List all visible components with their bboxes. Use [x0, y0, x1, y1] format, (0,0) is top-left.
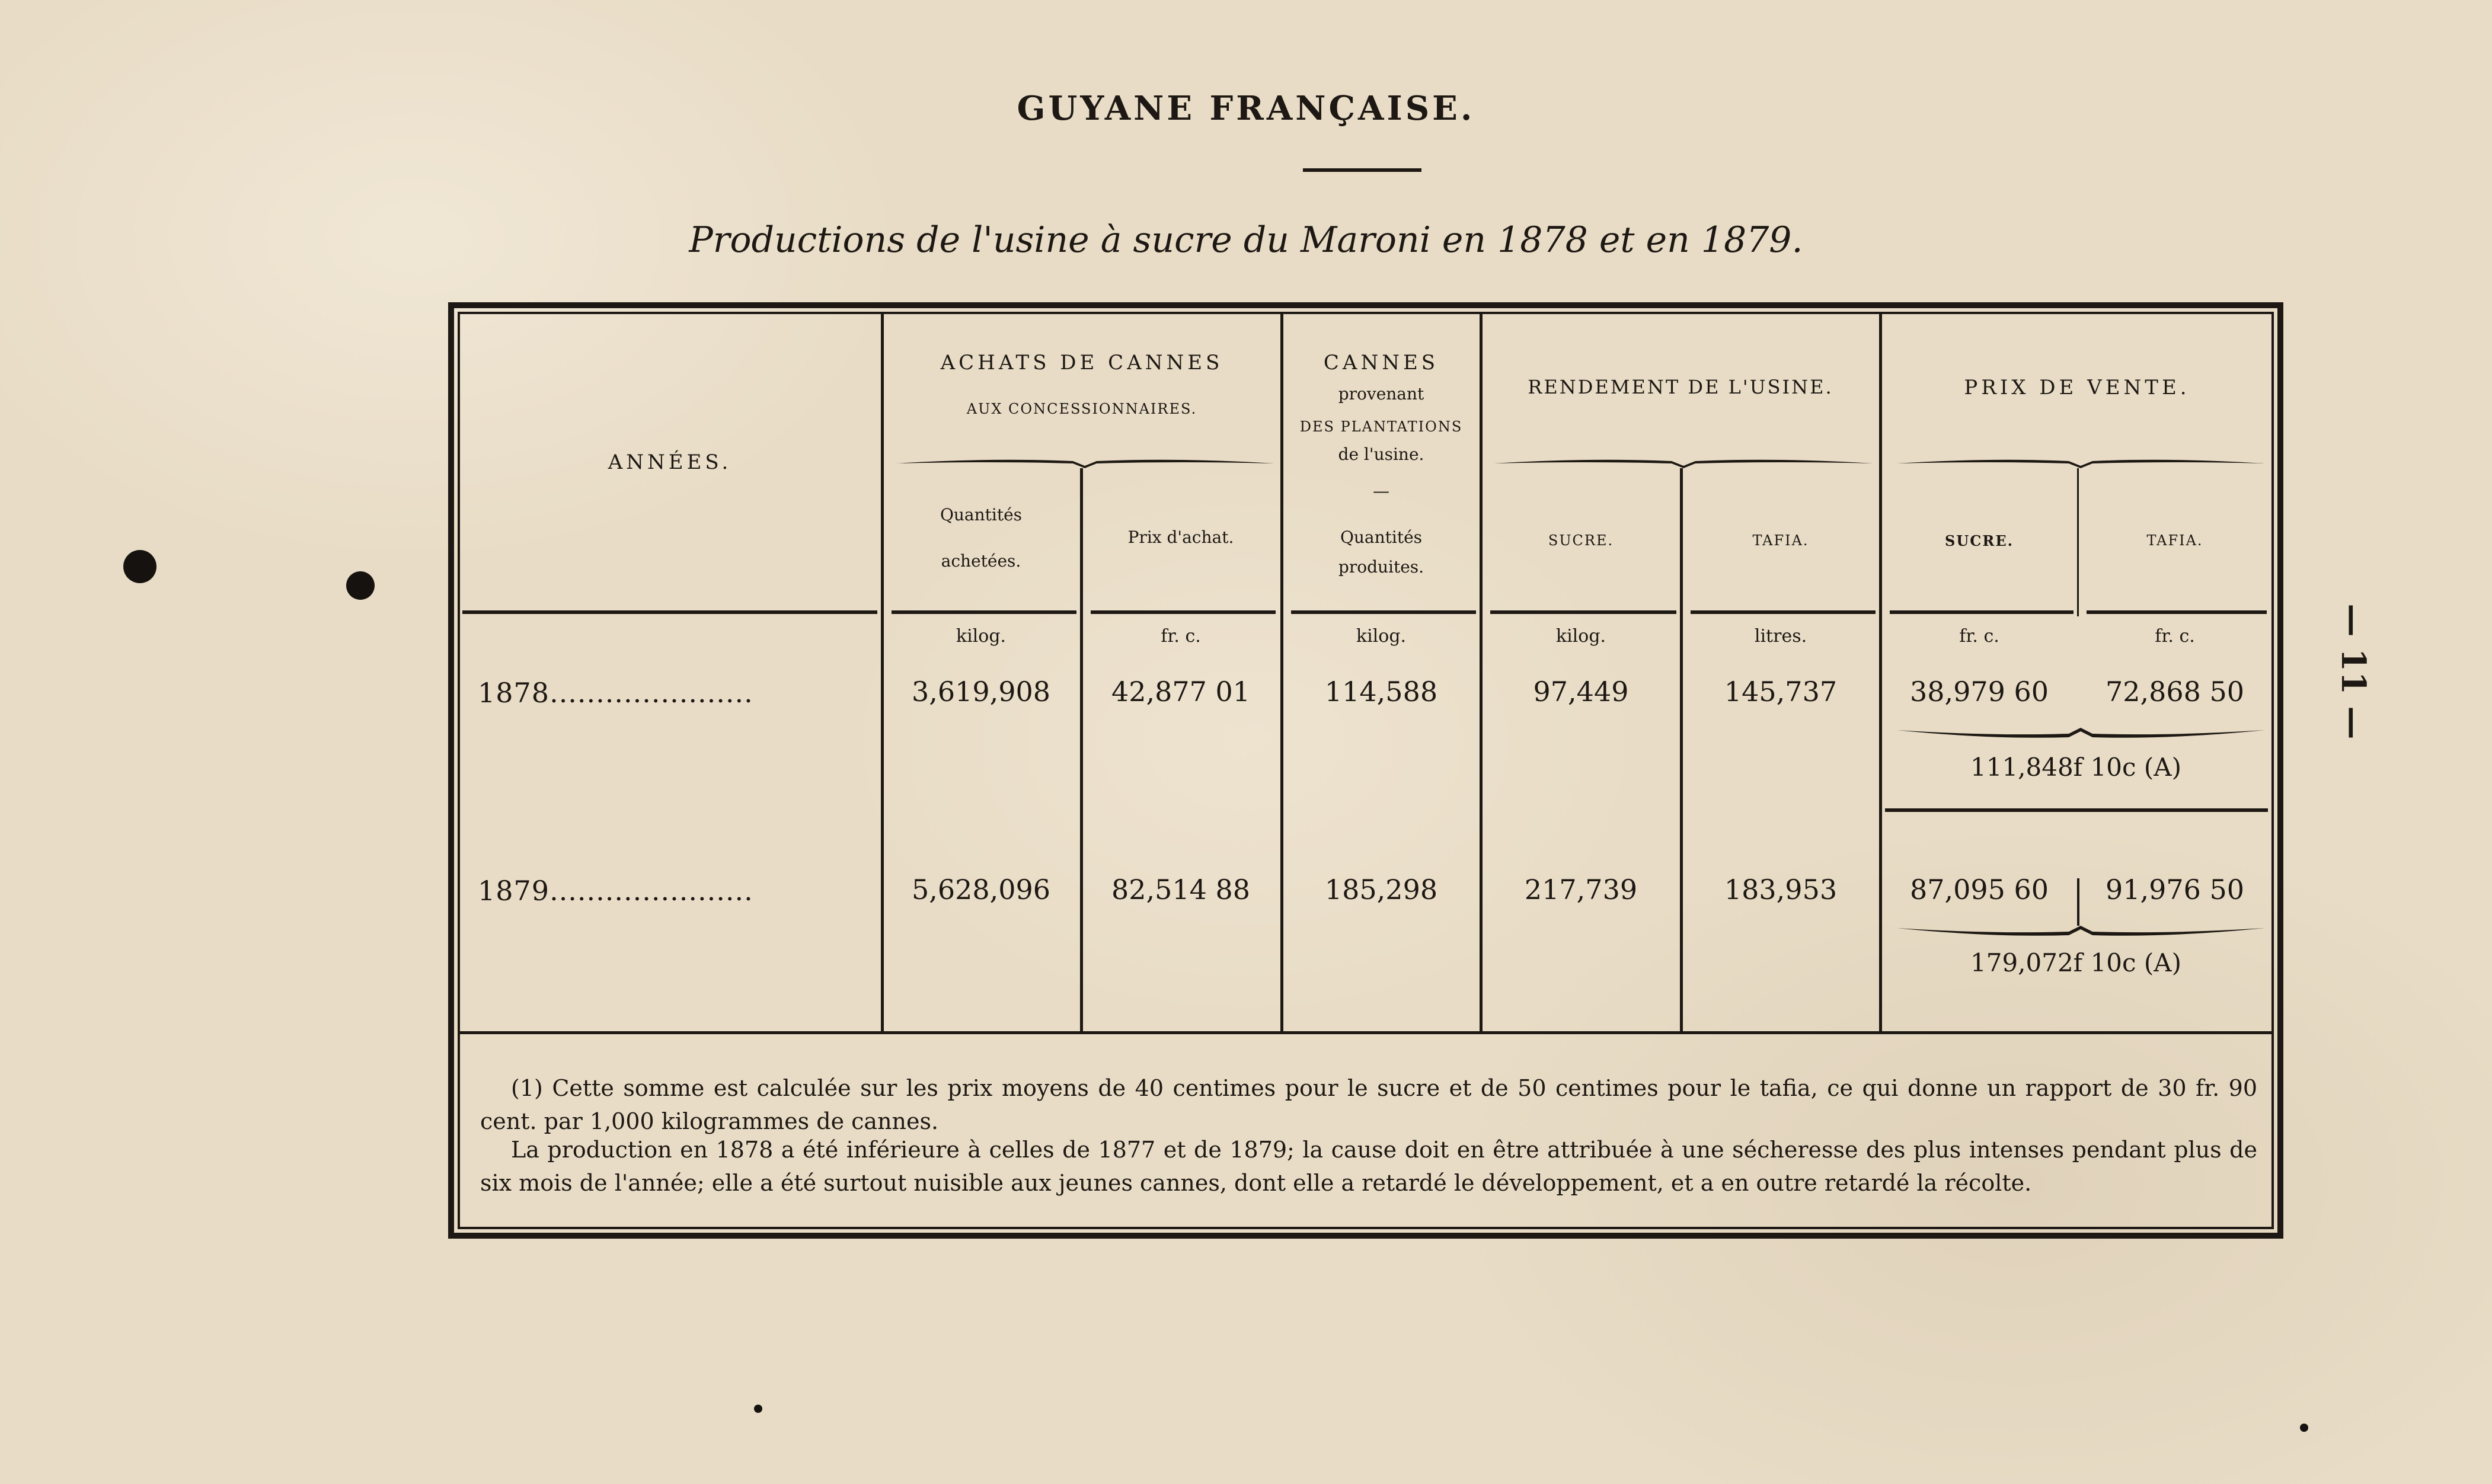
header-rendement-sucre: SUCRE.: [1548, 532, 1614, 549]
header-rule: [2087, 610, 2267, 614]
row-1879-prix-sucre: 87,095 60: [1909, 874, 2049, 906]
row-separator: [1885, 808, 2268, 812]
col-divider: [881, 314, 884, 1031]
table-bottom-rule: [460, 1031, 2271, 1034]
col-divider: [1680, 468, 1683, 1031]
footnote-2: La production en 1878 a été inférieure à celles de 1877 et de 1879; la cause doit en être attribuée à une sécheresse des plus intenses pendant plus de six mois de l'année; elle a été surtout nuisible aux jeunes cannes, dont elle a retardé le développement, et a en outre retardé la récolte.: [480, 1137, 2257, 1196]
row-1879-cannes-qty: 185,298: [1324, 874, 1438, 906]
row-1878-year: 1878......................: [478, 677, 753, 709]
unit-rend-tafia: litres.: [1754, 626, 1807, 647]
row-1879-achats-price: 82,514 88: [1111, 874, 1251, 906]
header-cannes-qty-2: produites.: [1338, 557, 1424, 577]
header-achats-price: Prix d'achat.: [1127, 527, 1234, 547]
header-rule: [462, 610, 877, 614]
header-cannes-line1: provenant: [1338, 384, 1424, 404]
unit-prix-sucre: fr. c.: [1959, 626, 1999, 647]
header-cannes-line2: DES PLANTATIONS: [1299, 418, 1463, 435]
row-1879-rend-sucre: 217,739: [1524, 874, 1638, 906]
header-annees: ANNÉES.: [608, 450, 732, 474]
unit-achats-price: fr. c.: [1161, 626, 1201, 647]
row-1878-prix-sucre: 38,979 60: [1909, 676, 2049, 708]
header-prix: PRIX DE VENTE.: [1964, 376, 2190, 399]
header-rule: [892, 610, 1076, 614]
brace-total-1878: [1897, 724, 2264, 742]
unit-prix-tafia: fr. c.: [2155, 626, 2195, 647]
header-achats-qty-1: Quantités: [940, 505, 1023, 524]
header-rule: [1490, 610, 1676, 614]
row-1878-total: 111,848f 10c (A): [1970, 753, 2181, 782]
header-rule: [1691, 610, 1876, 614]
header-cannes: CANNES: [1323, 351, 1439, 375]
page-title: GUYANE FRANÇAISE.: [1017, 89, 1475, 128]
header-prix-sucre: SUCRE.: [1945, 532, 2014, 549]
row-1879-total: 179,072f 10c (A): [1970, 948, 2181, 977]
brace-prix: [1897, 453, 2264, 471]
row-1878-rend-sucre: 97,449: [1533, 676, 1629, 708]
brace-total-1879: [1897, 922, 2264, 940]
header-cannes-line3: de l'usine.: [1338, 444, 1424, 464]
row-1879-rend-tafia: 183,953: [1724, 874, 1838, 906]
row-1879-achats-qty: 5,628,096: [911, 874, 1051, 906]
header-achats: ACHATS DE CANNES: [940, 351, 1223, 375]
header-achats-qty-2: achetées.: [941, 551, 1021, 571]
header-rule: [1890, 610, 2074, 614]
footnote-1: (1) Cette somme est calculée sur les prix moyens de 40 centimes pour le sucre et de 50 centimes pour le tafia, ce qui donne un rapport de 30 fr. 90 cent. par 1,000 kilogrammes de cannes.: [480, 1075, 2257, 1134]
header-achats-sub: AUX CONCESSIONNAIRES.: [966, 401, 1197, 417]
row-1878-cannes-qty: 114,588: [1324, 676, 1438, 708]
row-1878-prix-tafia: 72,868 50: [2105, 676, 2245, 708]
header-rendement: RENDEMENT DE L'USINE.: [1528, 376, 1833, 398]
col-divider: [2077, 468, 2079, 616]
row-1878-achats-qty: 3,619,908: [911, 676, 1051, 708]
header-rendement-tafia: TAFIA.: [1752, 532, 1809, 549]
header-cannes-dash: —: [1373, 481, 1389, 501]
row-1878-achats-price: 42,877 01: [1111, 676, 1251, 708]
table-caption: Productions de l'usine à sucre du Maroni en 1878 et en 1879.: [689, 219, 1803, 261]
header-rule: [1291, 610, 1476, 614]
col-divider: [1480, 314, 1483, 1031]
page-number: — 11 —: [2334, 603, 2373, 740]
brace-rendement: [1494, 453, 1873, 471]
col-divider: [1879, 314, 1882, 1031]
unit-rend-sucre: kilog.: [1555, 626, 1606, 647]
row-1878-rend-tafia: 145,737: [1724, 676, 1838, 708]
row-1879-year: 1879......................: [478, 875, 753, 907]
header-rule: [1091, 610, 1276, 614]
header-cannes-qty-1: Quantités: [1340, 527, 1423, 547]
brace-achats: [895, 453, 1274, 471]
header-prix-tafia: TAFIA.: [2146, 532, 2203, 549]
unit-achats-qty: kilog.: [956, 626, 1007, 647]
col-divider: [1080, 468, 1083, 1031]
row-1879-prix-tafia: 91,976 50: [2105, 874, 2245, 906]
unit-cannes-qty: kilog.: [1356, 626, 1407, 647]
